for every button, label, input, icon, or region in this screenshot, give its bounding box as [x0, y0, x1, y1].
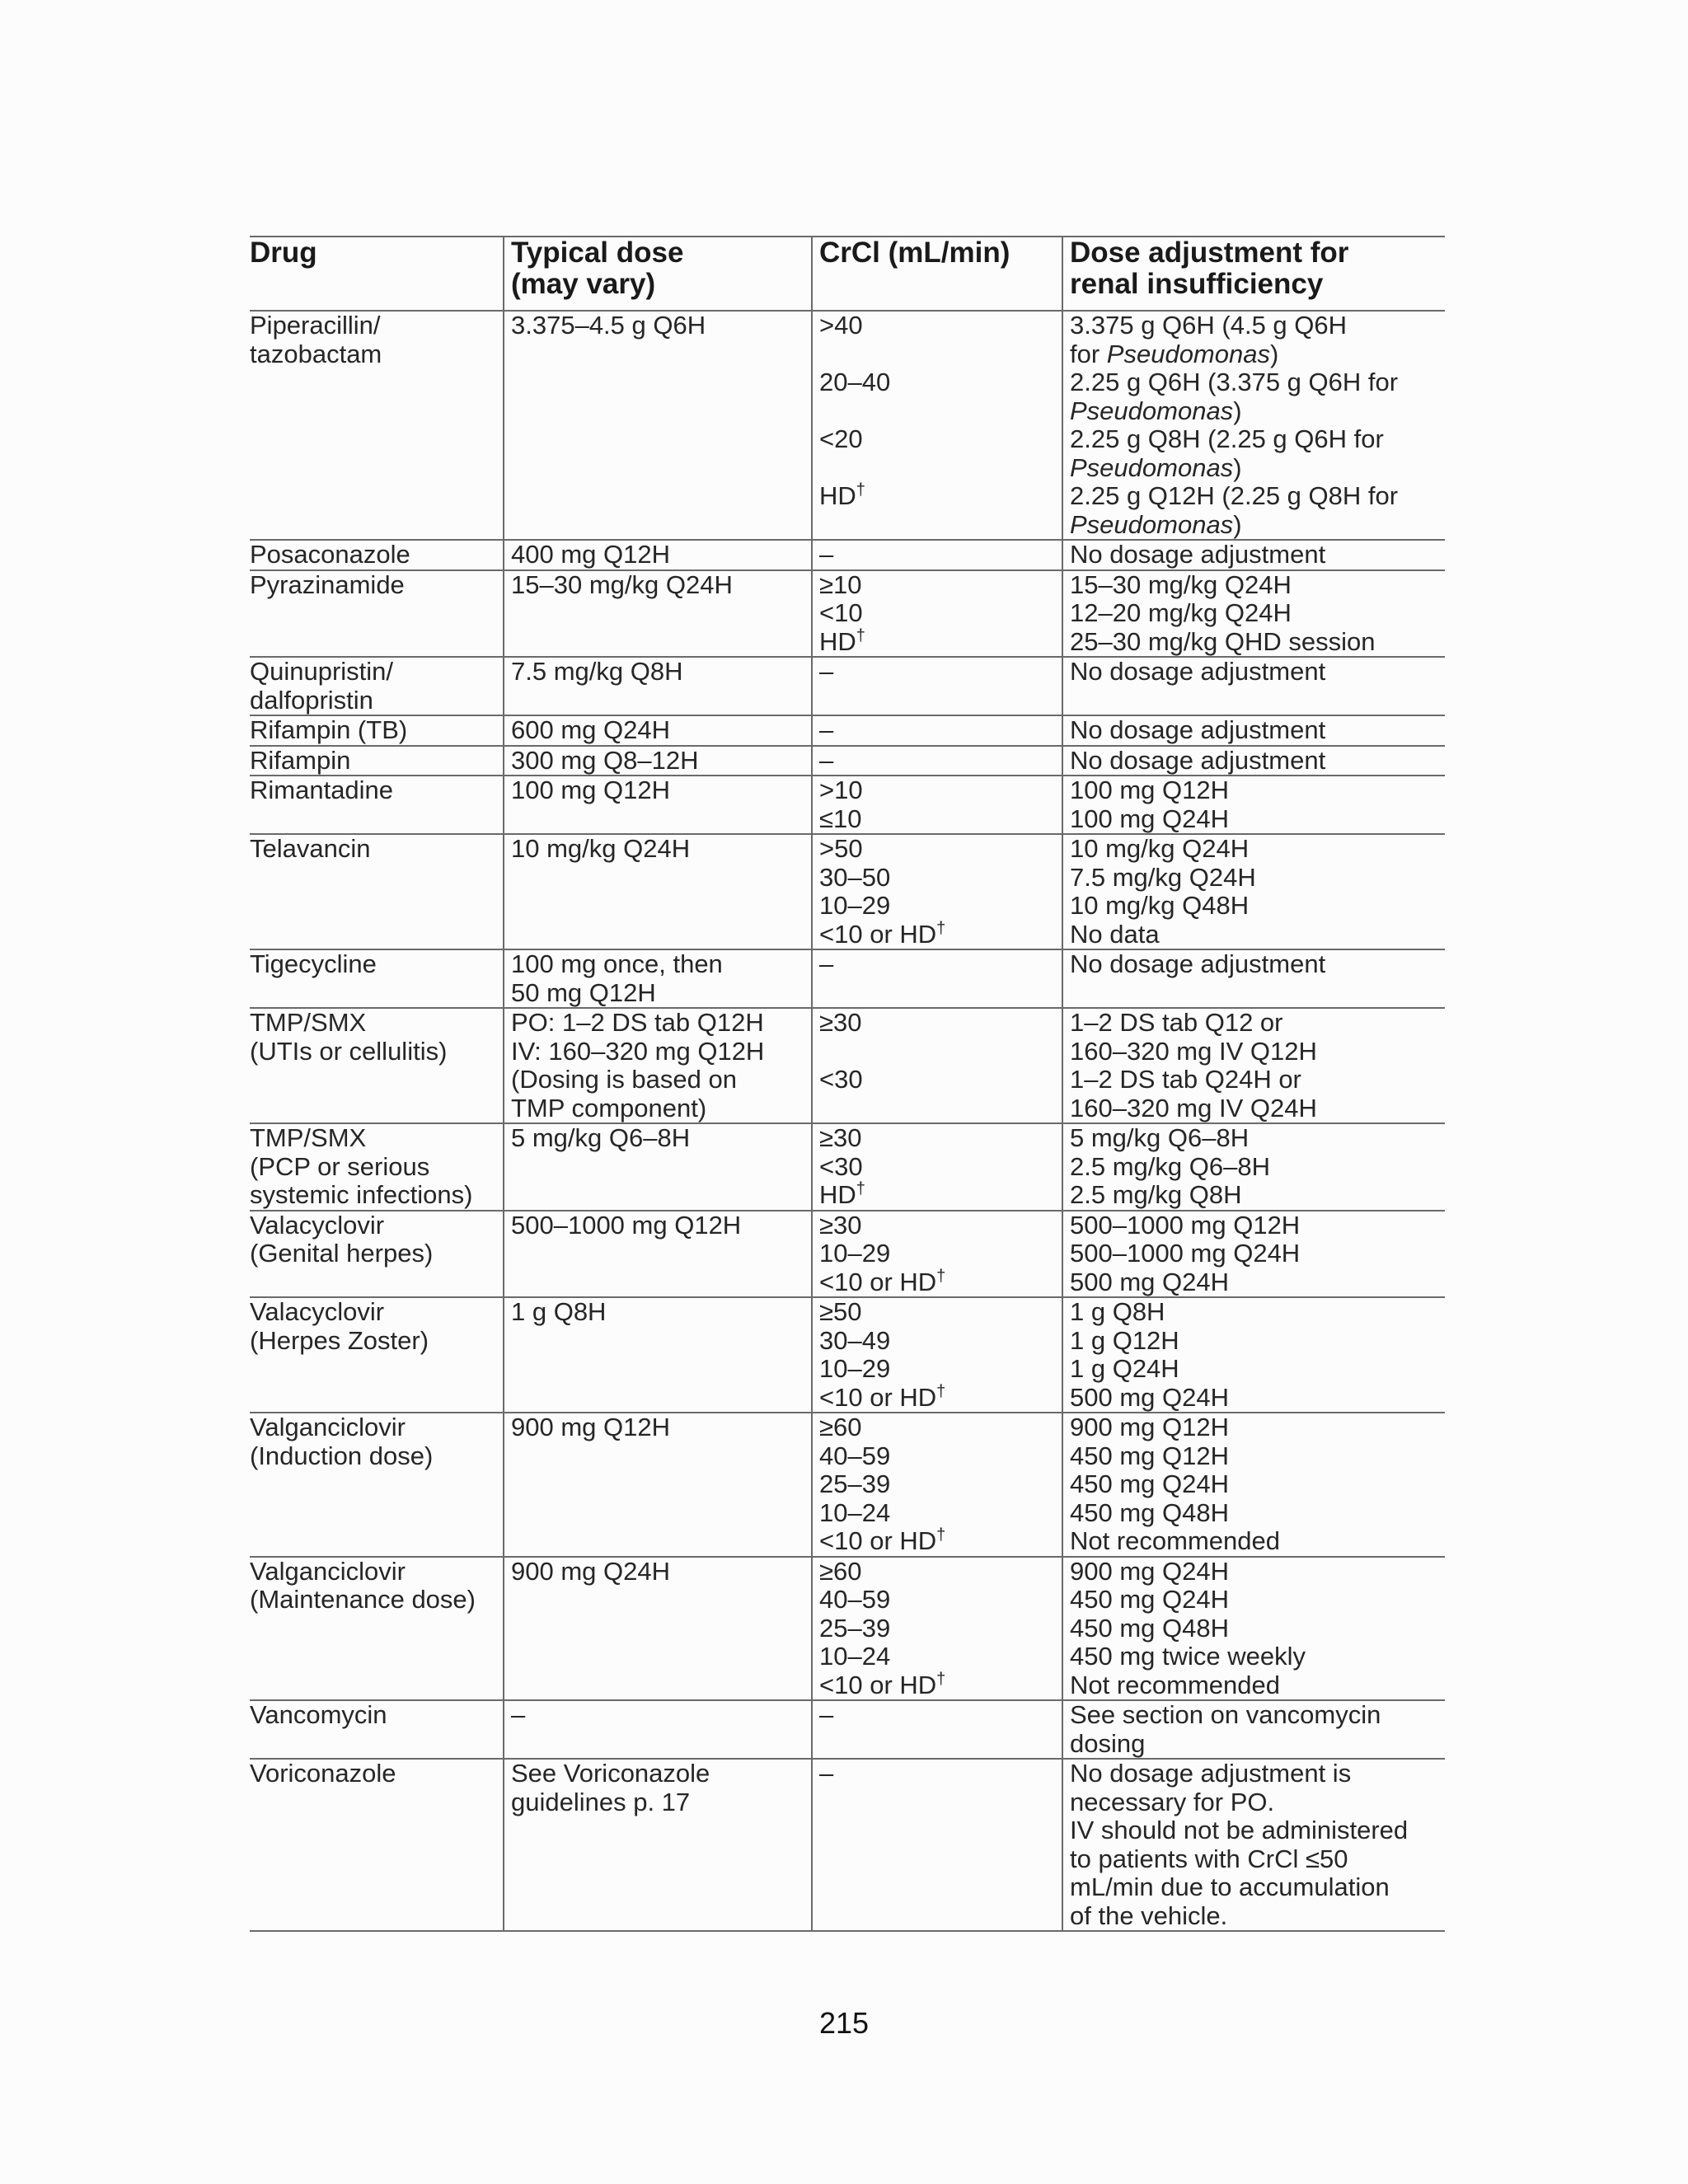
drug-name: (Maintenance dose) — [250, 1585, 476, 1614]
drug-name: Rifampin (TB) — [250, 715, 408, 744]
crcl-range: <30 — [819, 1065, 863, 1094]
dose-adjustment-cell — [1062, 746, 1445, 776]
table-row — [250, 1008, 1445, 1123]
dose-adjustment: 500–1000 mg Q24H — [1070, 1239, 1301, 1268]
dose-adjustment: 900 mg Q12H — [1070, 1413, 1229, 1441]
dose-adjustment: Not recommended — [1070, 1526, 1281, 1555]
dose-adjustment-cell — [1062, 311, 1445, 540]
drug-cell — [250, 776, 504, 834]
crcl-range: >50 — [819, 834, 863, 863]
typical-dose: 900 mg Q12H — [511, 1413, 670, 1441]
dose-adjustment: 1–2 DS tab Q12 or — [1070, 1008, 1283, 1037]
crcl-cell — [812, 715, 1062, 746]
drug-name: Pyrazinamide — [250, 569, 405, 599]
table-row — [250, 776, 1445, 834]
crcl-range: – — [819, 1759, 834, 1788]
table-row — [250, 540, 1445, 570]
dose-adjustment: 450 mg twice weekly — [1070, 1642, 1306, 1671]
drug-cell — [250, 746, 504, 776]
blank-line — [819, 1038, 1062, 1066]
crcl-range: ≥30 — [819, 1008, 862, 1037]
crcl-range: 25–39 — [819, 1469, 891, 1498]
dose-adjustment: 450 mg Q12H — [1070, 1441, 1229, 1470]
drug-name: Rimantadine — [250, 776, 394, 804]
page-number: 215 — [818, 2006, 870, 2040]
dose-adjustment: 100 mg Q12H — [1070, 776, 1229, 804]
dose-adjustment: 160–320 mg IV Q12H — [1070, 1036, 1317, 1066]
table-row — [250, 715, 1445, 746]
crcl-range: ≥10 — [819, 569, 862, 599]
crcl-cell — [812, 1008, 1062, 1123]
drug-cell — [250, 1413, 504, 1557]
drug-cell — [250, 1557, 504, 1701]
drug-cell — [250, 1759, 504, 1931]
drug-name: Vancomycin — [250, 1700, 387, 1729]
typical-dose: – — [511, 1700, 526, 1729]
crcl-range: HD† — [819, 626, 865, 656]
header-line: renal insufficiency — [1070, 268, 1324, 300]
typical-dose: 15–30 mg/kg Q24H — [511, 569, 733, 599]
dose-adjustment: No data — [1070, 919, 1160, 949]
dose-adjustment: 500–1000 mg Q12H — [1070, 1210, 1301, 1240]
blank-line — [819, 454, 1062, 483]
crcl-cell — [812, 1413, 1062, 1557]
dose-adjustment: to patients with CrCl ≤50 — [1070, 1844, 1348, 1873]
drug-name: (Induction dose) — [250, 1441, 434, 1470]
table-row — [250, 657, 1445, 715]
crcl-cell — [812, 540, 1062, 570]
dose-adjustment: No dosage adjustment — [1070, 715, 1326, 744]
dose-adjustment: 1 g Q12H — [1070, 1325, 1179, 1355]
typical-dose: 300 mg Q8–12H — [511, 745, 699, 775]
crcl-range: ≥30 — [819, 1210, 862, 1240]
crcl-cell — [812, 570, 1062, 658]
table-row — [250, 1123, 1445, 1211]
crcl-range: 10–24 — [819, 1642, 891, 1671]
dose-adjustment: 450 mg Q48H — [1070, 1613, 1229, 1643]
drug-name: Voriconazole — [250, 1759, 396, 1788]
table-row — [250, 1557, 1445, 1701]
dose-adjustment: 2.5 mg/kg Q8H — [1070, 1180, 1242, 1209]
header-crcl — [812, 237, 1062, 311]
drug-name: systemic infections) — [250, 1180, 473, 1209]
typical-dose-cell — [504, 1211, 812, 1298]
crcl-range: <10 or HD† — [819, 919, 946, 949]
drug-cell — [250, 311, 504, 540]
typical-dose-cell — [504, 657, 812, 715]
crcl-range: 30–49 — [819, 1325, 891, 1355]
drug-name: Rifampin — [250, 745, 351, 775]
dose-adjustment-cell — [1062, 1413, 1445, 1557]
crcl-range: <10 — [819, 598, 863, 627]
dose-adjustment: 7.5 mg/kg Q24H — [1070, 862, 1256, 892]
table-row — [250, 1297, 1445, 1413]
dose-adjustment: 160–320 mg IV Q24H — [1070, 1093, 1317, 1122]
crcl-range: 40–59 — [819, 1441, 891, 1470]
crcl-range: – — [819, 1700, 834, 1729]
dose-adjustment: 500 mg Q24H — [1070, 1382, 1229, 1412]
typical-dose-cell — [504, 776, 812, 834]
dose-adjustment: Pseudomonas) — [1070, 396, 1242, 425]
dose-adjustment: 5 mg/kg Q6–8H — [1070, 1123, 1250, 1152]
typical-dose: 100 mg once, then — [511, 949, 723, 978]
crcl-range: – — [819, 540, 834, 569]
typical-dose-cell — [504, 1008, 812, 1123]
drug-name: tazobactam — [250, 339, 382, 368]
drug-cell — [250, 715, 504, 746]
typical-dose-cell — [504, 834, 812, 949]
header-line: (may vary) — [511, 268, 656, 300]
crcl-range: <10 or HD† — [819, 1670, 946, 1699]
drug-cell — [250, 657, 504, 715]
drug-cell — [250, 1008, 504, 1123]
typical-dose: guidelines p. 17 — [511, 1787, 691, 1816]
dose-adjustment: Pseudomonas) — [1070, 452, 1242, 482]
table-header — [250, 237, 1445, 311]
table-row — [250, 746, 1445, 776]
crcl-range: ≤10 — [819, 804, 862, 833]
crcl-cell — [812, 1759, 1062, 1931]
dose-adjustment: 10 mg/kg Q24H — [1070, 834, 1250, 863]
table-row — [250, 311, 1445, 540]
dose-adjustment-cell — [1062, 834, 1445, 949]
dose-adjustment: mL/min due to accumulation — [1070, 1872, 1390, 1901]
drug-name: Quinupristin/ — [250, 657, 394, 686]
drug-name: (Herpes Zoster) — [250, 1325, 429, 1355]
crcl-range: ≥60 — [819, 1556, 862, 1586]
typical-dose: IV: 160–320 mg Q12H — [511, 1036, 765, 1066]
dose-adjustment: No dosage adjustment — [1070, 745, 1326, 775]
crcl-range: 25–39 — [819, 1613, 891, 1643]
crcl-range: – — [819, 657, 834, 686]
dose-adjustment-cell — [1062, 1211, 1445, 1298]
dose-adjustment: Not recommended — [1070, 1670, 1281, 1699]
dose-adjustment: 900 mg Q24H — [1070, 1556, 1229, 1586]
dose-adjustment: 2.25 g Q8H (2.25 g Q6H for — [1070, 424, 1384, 453]
crcl-range: <20 — [819, 424, 863, 453]
typical-dose-cell — [504, 746, 812, 776]
drug-cell — [250, 834, 504, 949]
crcl-range: ≥50 — [819, 1297, 862, 1326]
crcl-range: – — [819, 745, 834, 775]
header-line: Typical dose — [511, 237, 684, 269]
dose-adjustment-cell — [1062, 657, 1445, 715]
dose-adjustment: necessary for PO. — [1070, 1787, 1275, 1816]
crcl-range: ≥30 — [819, 1123, 862, 1152]
dose-adjustment: of the vehicle. — [1070, 1900, 1228, 1930]
crcl-cell — [812, 1297, 1062, 1413]
dose-adjustment: 1 g Q24H — [1070, 1354, 1179, 1383]
dose-adjustment-cell — [1062, 1008, 1445, 1123]
dose-adjustment: 450 mg Q48H — [1070, 1497, 1229, 1527]
drug-name: Piperacillin/ — [250, 311, 381, 340]
dose-adjustment-cell — [1062, 776, 1445, 834]
crcl-cell — [812, 311, 1062, 540]
crcl-range: <10 or HD† — [819, 1267, 946, 1296]
dose-adjustment-cell — [1062, 1557, 1445, 1701]
dose-adjustment: IV should not be administered — [1070, 1816, 1409, 1844]
dose-adjustment: 2.5 mg/kg Q6–8H — [1070, 1151, 1270, 1181]
dose-adjustment: See section on vancomycin — [1070, 1700, 1381, 1729]
crcl-range: 30–50 — [819, 862, 891, 892]
crcl-range: 20–40 — [819, 368, 891, 396]
dose-adjustment: 100 mg Q24H — [1070, 804, 1229, 833]
crcl-cell — [812, 834, 1062, 949]
drug-name: Telavancin — [250, 834, 371, 863]
drug-name: (PCP or serious — [250, 1151, 430, 1181]
typical-dose-cell — [504, 1123, 812, 1211]
table-row — [250, 1211, 1445, 1298]
typical-dose-cell — [504, 1700, 812, 1759]
header-line: Drug — [250, 237, 317, 269]
crcl-range: >10 — [819, 776, 863, 804]
dose-adjustment: No dosage adjustment — [1070, 657, 1326, 686]
drug-cell — [250, 1211, 504, 1298]
dose-adjustment: 450 mg Q24H — [1070, 1585, 1229, 1614]
drug-name: Valacyclovir — [250, 1210, 385, 1240]
header-row — [250, 237, 1445, 311]
drug-cell — [250, 570, 504, 658]
dose-adjustment: 500 mg Q24H — [1070, 1267, 1229, 1296]
typical-dose: 900 mg Q24H — [511, 1556, 670, 1586]
dose-adjustment-cell — [1062, 949, 1445, 1008]
dose-adjustment-cell — [1062, 1700, 1445, 1759]
header-dose-adjustment — [1062, 237, 1445, 311]
crcl-range: <30 — [819, 1151, 863, 1181]
crcl-range: 10–24 — [819, 1497, 891, 1527]
crcl-range: 10–29 — [819, 1354, 891, 1383]
drug-cell — [250, 949, 504, 1008]
typical-dose: 50 mg Q12H — [511, 977, 656, 1007]
crcl-cell — [812, 746, 1062, 776]
dose-adjustment-cell — [1062, 570, 1445, 658]
crcl-range: <10 or HD† — [819, 1526, 946, 1555]
drug-name: dalfopristin — [250, 685, 373, 715]
crcl-range: HD† — [819, 1179, 865, 1209]
typical-dose: 7.5 mg/kg Q8H — [511, 657, 683, 686]
dose-adjustment: 15–30 mg/kg Q24H — [1070, 569, 1292, 599]
typical-dose-cell — [504, 1297, 812, 1413]
typical-dose-cell — [504, 570, 812, 658]
dose-adjustment-cell — [1062, 1297, 1445, 1413]
crcl-range: – — [819, 949, 834, 978]
drug-name: Valacyclovir — [250, 1297, 385, 1326]
dose-adjustment: 2.25 g Q6H (3.375 g Q6H for — [1070, 368, 1399, 396]
dose-adjustment-cell — [1062, 1123, 1445, 1211]
crcl-cell — [812, 657, 1062, 715]
drug-cell — [250, 1297, 504, 1413]
dose-adjustment: 450 mg Q24H — [1070, 1469, 1229, 1498]
drug-name: Posaconazole — [250, 540, 410, 569]
header-line: Dose adjustment for — [1070, 237, 1349, 269]
typical-dose: 100 mg Q12H — [511, 776, 670, 804]
crcl-cell — [812, 1211, 1062, 1298]
typical-dose-cell — [504, 1557, 812, 1701]
drug-name: Tigecycline — [250, 949, 377, 978]
typical-dose: 500–1000 mg Q12H — [511, 1210, 742, 1240]
header-drug — [250, 237, 504, 311]
typical-dose: TMP component) — [511, 1093, 707, 1122]
typical-dose-cell — [504, 1759, 812, 1931]
crcl-range: 10–29 — [819, 1239, 891, 1268]
typical-dose-cell — [504, 540, 812, 570]
typical-dose: (Dosing is based on — [511, 1065, 737, 1094]
blank-line — [819, 397, 1062, 426]
drug-cell — [250, 1123, 504, 1211]
typical-dose: 5 mg/kg Q6–8H — [511, 1123, 691, 1152]
crcl-cell — [812, 1557, 1062, 1701]
dose-adjustment: 1 g Q8H — [1070, 1297, 1165, 1326]
dose-adjustment-cell — [1062, 1759, 1445, 1931]
dose-adjustment-cell — [1062, 540, 1445, 570]
dose-adjustment: 2.25 g Q12H (2.25 g Q8H for — [1070, 481, 1399, 510]
typical-dose: 600 mg Q24H — [511, 715, 670, 744]
dose-adjustment: 1–2 DS tab Q24H or — [1070, 1065, 1301, 1094]
typical-dose: 10 mg/kg Q24H — [511, 834, 691, 863]
dose-adjustment: 12–20 mg/kg Q24H — [1070, 598, 1292, 627]
typical-dose: See Voriconazole — [511, 1759, 710, 1788]
dose-adjustment: 10 mg/kg Q48H — [1070, 891, 1250, 920]
typical-dose: 1 g Q8H — [511, 1297, 607, 1326]
dose-adjustment: No dosage adjustment — [1070, 949, 1326, 978]
dose-adjustment: No dosage adjustment is — [1070, 1759, 1352, 1788]
typical-dose-cell — [504, 1413, 812, 1557]
drug-cell — [250, 1700, 504, 1759]
table-row — [250, 949, 1445, 1008]
crcl-cell — [812, 1700, 1062, 1759]
crcl-cell — [812, 1123, 1062, 1211]
dose-adjustment: Pseudomonas) — [1070, 509, 1242, 539]
dose-adjustment-cell — [1062, 715, 1445, 746]
drug-name: TMP/SMX — [250, 1123, 367, 1152]
typical-dose-cell — [504, 311, 812, 540]
header-line: CrCl (mL/min) — [819, 237, 1010, 269]
renal-dosing-table — [250, 236, 1445, 1932]
typical-dose: 400 mg Q12H — [511, 540, 670, 569]
crcl-range: 10–29 — [819, 891, 891, 920]
drug-name: Valganciclovir — [250, 1413, 406, 1441]
drug-name: TMP/SMX — [250, 1008, 367, 1037]
header-typical-dose — [504, 237, 812, 311]
dose-adjustment: 3.375 g Q6H (4.5 g Q6H — [1070, 311, 1348, 340]
drug-name: (Genital herpes) — [250, 1239, 434, 1268]
table-row — [250, 570, 1445, 658]
typical-dose: 3.375–4.5 g Q6H — [511, 311, 706, 340]
table-row — [250, 834, 1445, 949]
crcl-range: – — [819, 715, 834, 744]
crcl-range: HD† — [819, 480, 865, 510]
drug-name: Valganciclovir — [250, 1556, 406, 1586]
crcl-cell — [812, 776, 1062, 834]
dose-adjustment: for Pseudomonas) — [1070, 339, 1279, 368]
blank-line — [819, 340, 1062, 369]
dose-adjustment: dosing — [1070, 1728, 1146, 1758]
dose-adjustment: No dosage adjustment — [1070, 540, 1326, 569]
typical-dose-cell — [504, 715, 812, 746]
dose-adjustment: 25–30 mg/kg QHD session — [1070, 626, 1376, 656]
typical-dose: PO: 1–2 DS tab Q12H — [511, 1008, 764, 1037]
crcl-range: <10 or HD† — [819, 1382, 946, 1412]
table-row — [250, 1759, 1445, 1931]
typical-dose-cell — [504, 949, 812, 1008]
crcl-cell — [812, 949, 1062, 1008]
crcl-range: >40 — [819, 311, 863, 340]
drug-cell — [250, 540, 504, 570]
table-row — [250, 1413, 1445, 1557]
table-body — [250, 311, 1445, 1931]
table-row — [250, 1700, 1445, 1759]
crcl-range: ≥60 — [819, 1413, 862, 1441]
drug-name: (UTIs or cellulitis) — [250, 1036, 448, 1066]
crcl-range: 40–59 — [819, 1585, 891, 1614]
